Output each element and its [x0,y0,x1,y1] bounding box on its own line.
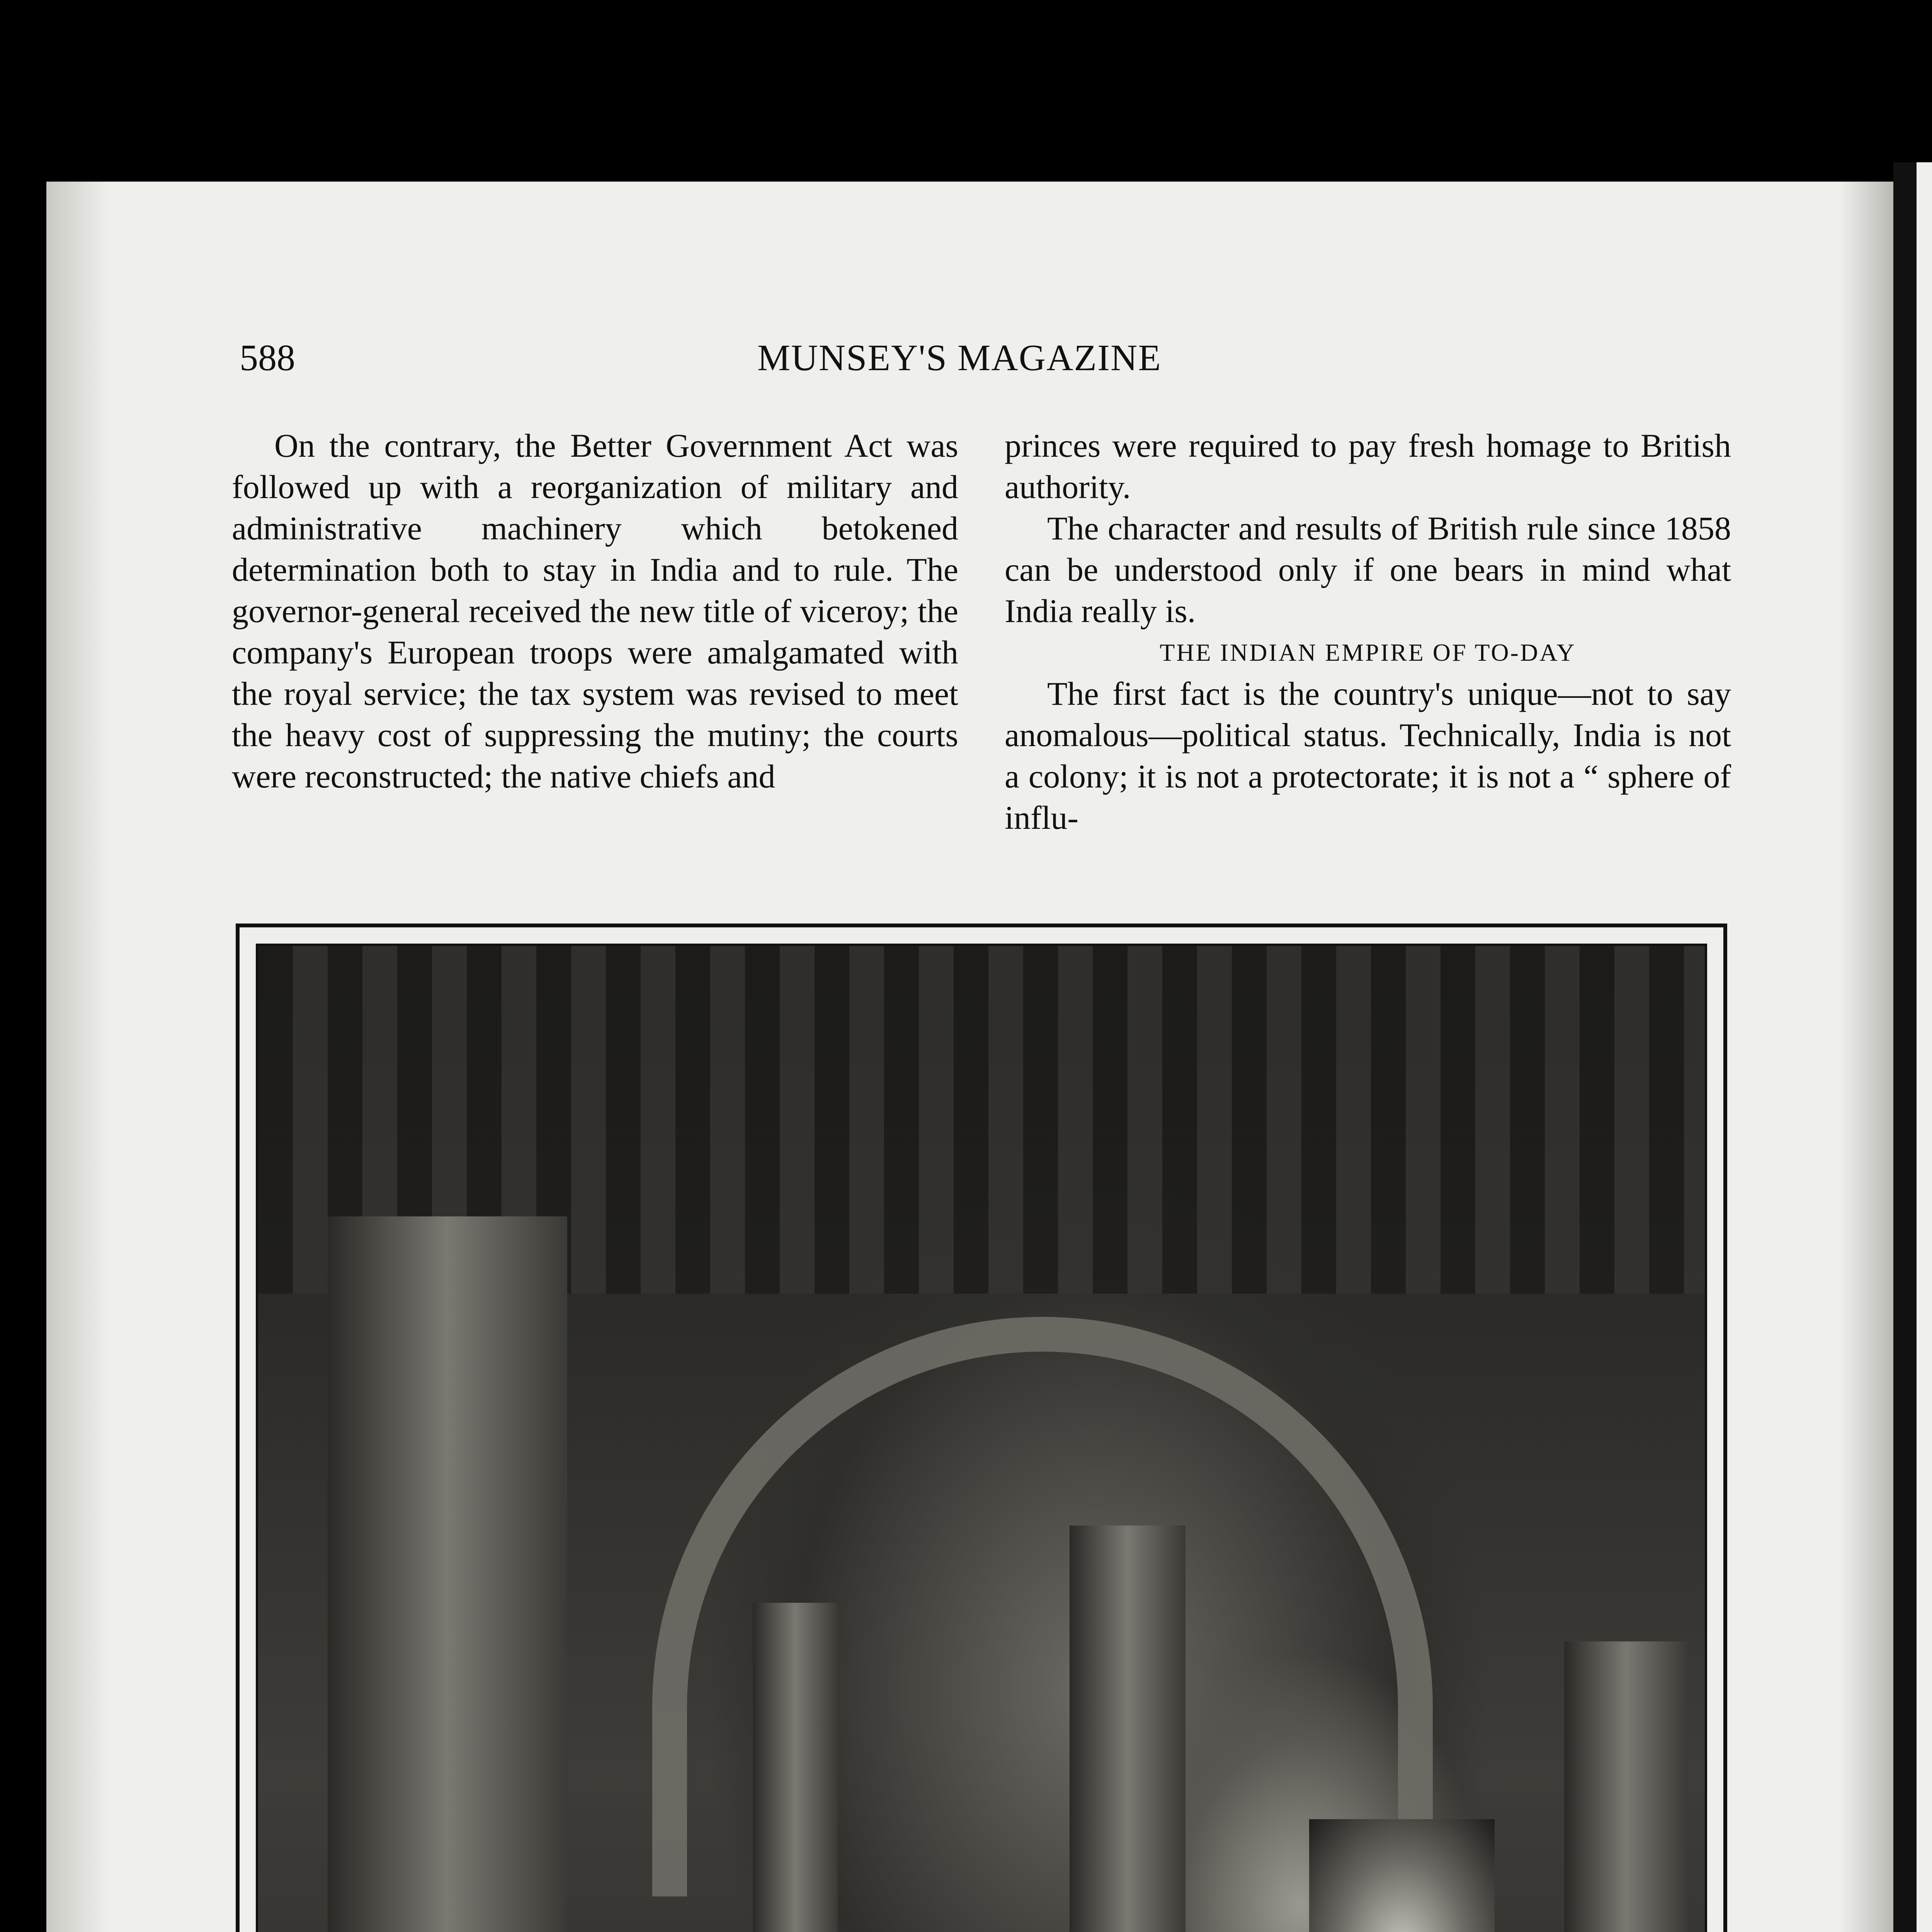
body-paragraph: The character and results of British rule since 1858 can be understood only if one bears in mind what India really is. [1005,510,1731,629]
body-paragraph-continuation: princes were required to pay fresh homage to British authority. [1005,427,1731,505]
page-number: 588 [240,337,295,378]
right-column [1005,425,1731,838]
body-paragraph: The first fact is the country's unique—not to say anomalous—political status. Technically, India is not a colony; it is not a protectorate; it is not a “ sphere of influ- [1005,675,1731,836]
pillar-back [753,1603,838,1932]
shrine-niche [1309,1819,1495,1932]
figure-frame [236,923,1727,1932]
left-column [232,425,958,797]
running-head: MUNSEY'S MAGAZINE [757,337,1162,378]
body-paragraph: On the contrary, the Better Government Act was followed up with a reorganization of military and administrative machinery which betokened determination both to stay in India and to rule. The governor-general received the new title of viceroy; the company's European troops were amalgamated with the royal service; the tax system was revised to meet the heavy cost of suppressing the mutiny; the courts were reconstructed; the native chiefs and [232,427,958,795]
pillar-right [1564,1641,1688,1932]
page-shadow-left [46,182,108,1932]
pillar-left [328,1216,567,1932]
facing-page-edge [1917,162,1932,1932]
temple-photograph [256,944,1707,1932]
section-subheading: THE INDIAN EMPIRE OF TO-DAY [1160,639,1576,666]
page-shadow-right [1839,182,1893,1932]
pillar-center [1070,1526,1185,1932]
book-gutter [1893,162,1917,1932]
